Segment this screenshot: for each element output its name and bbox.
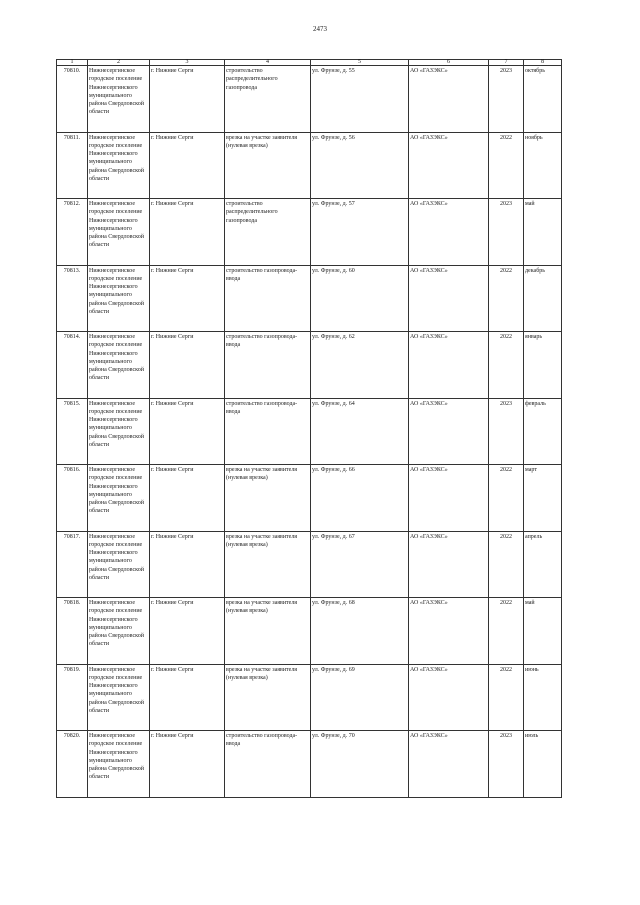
settlement-cell: г. Нижние Серги <box>150 132 225 199</box>
work-type-cell: строительство газопровода-ввода <box>225 731 311 798</box>
table-row <box>57 265 562 332</box>
month-cell: февраль <box>524 398 562 465</box>
year-cell: 2023 <box>489 66 524 133</box>
work-type-cell: врезка на участке заявителя (нулевая врезка) <box>225 132 311 199</box>
work-type-cell: строительство газопровода-ввода <box>225 398 311 465</box>
address-cell: ул. Фрунзе, д. 57 <box>311 199 409 266</box>
table-row <box>57 465 562 532</box>
column-header: 5 <box>311 60 409 66</box>
table-row <box>57 66 562 133</box>
organization-cell: АО «ГАЗЭКС» <box>409 132 489 199</box>
table-row <box>57 598 562 665</box>
month-cell: май <box>524 598 562 665</box>
settlement-cell: г. Нижние Серги <box>150 398 225 465</box>
settlement-cell: г. Нижние Серги <box>150 664 225 731</box>
address-cell: ул. Фрунзе, д. 56 <box>311 132 409 199</box>
address-cell: ул. Фрунзе, д. 60 <box>311 265 409 332</box>
municipality-cell: Нижнесергинское городское поселение Нижнесергинского муниципального района Свердловской области <box>88 66 150 133</box>
table-row <box>57 132 562 199</box>
entry-number: 70813. <box>57 265 88 332</box>
month-cell: ноябрь <box>524 132 562 199</box>
organization-cell: АО «ГАЗЭКС» <box>409 531 489 598</box>
column-header: 7 <box>489 60 524 66</box>
municipality-cell: Нижнесергинское городское поселение Нижнесергинского муниципального района Свердловской области <box>88 265 150 332</box>
month-cell: июль <box>524 731 562 798</box>
year-cell: 2023 <box>489 731 524 798</box>
entry-number: 70816. <box>57 465 88 532</box>
organization-cell: АО «ГАЗЭКС» <box>409 398 489 465</box>
municipality-cell: Нижнесергинское городское поселение Нижнесергинского муниципального района Свердловской области <box>88 598 150 665</box>
work-type-cell: строительство газопровода-ввода <box>225 332 311 399</box>
column-header: 2 <box>88 60 150 66</box>
year-cell: 2022 <box>489 332 524 399</box>
year-cell: 2022 <box>489 531 524 598</box>
year-cell: 2022 <box>489 598 524 665</box>
month-cell: октябрь <box>524 66 562 133</box>
work-type-cell: строительство распределительного газопровода <box>225 66 311 133</box>
organization-cell: АО «ГАЗЭКС» <box>409 265 489 332</box>
address-cell: ул. Фрунзе, д. 70 <box>311 731 409 798</box>
entry-number: 70819. <box>57 664 88 731</box>
entry-number: 70814. <box>57 332 88 399</box>
address-cell: ул. Фрунзе, д. 67 <box>311 531 409 598</box>
address-cell: ул. Фрунзе, д. 69 <box>311 664 409 731</box>
table-row <box>57 664 562 731</box>
settlement-cell: г. Нижние Серги <box>150 531 225 598</box>
settlement-cell: г. Нижние Серги <box>150 598 225 665</box>
settlement-cell: г. Нижние Серги <box>150 731 225 798</box>
month-cell: декабрь <box>524 265 562 332</box>
column-header: 8 <box>524 60 562 66</box>
work-type-cell: строительство распределительного газопровода <box>225 199 311 266</box>
table-row <box>57 398 562 465</box>
entry-number: 70810. <box>57 66 88 133</box>
entry-number: 70812. <box>57 199 88 266</box>
municipality-cell: Нижнесергинское городское поселение Нижнесергинского муниципального района Свердловской области <box>88 398 150 465</box>
settlement-cell: г. Нижние Серги <box>150 332 225 399</box>
entry-number: 70815. <box>57 398 88 465</box>
work-type-cell: строительство газопровода-ввода <box>225 265 311 332</box>
work-type-cell: врезка на участке заявителя (нулевая врезка) <box>225 598 311 665</box>
entry-number: 70820. <box>57 731 88 798</box>
organization-cell: АО «ГАЗЭКС» <box>409 332 489 399</box>
column-header: 1 <box>57 60 88 66</box>
organization-cell: АО «ГАЗЭКС» <box>409 199 489 266</box>
year-cell: 2022 <box>489 265 524 332</box>
entry-number: 70818. <box>57 598 88 665</box>
settlement-cell: г. Нижние Серги <box>150 66 225 133</box>
address-cell: ул. Фрунзе, д. 64 <box>311 398 409 465</box>
table-row <box>57 531 562 598</box>
organization-cell: АО «ГАЗЭКС» <box>409 664 489 731</box>
organization-cell: АО «ГАЗЭКС» <box>409 598 489 665</box>
year-cell: 2023 <box>489 199 524 266</box>
municipality-cell: Нижнесергинское городское поселение Нижнесергинского муниципального района Свердловской области <box>88 731 150 798</box>
column-header: 4 <box>225 60 311 66</box>
municipality-cell: Нижнесергинское городское поселение Нижнесергинского муниципального района Свердловской области <box>88 199 150 266</box>
work-type-cell: врезка на участке заявителя (нулевая врезка) <box>225 531 311 598</box>
table-row <box>57 332 562 399</box>
month-cell: май <box>524 199 562 266</box>
column-header: 3 <box>150 60 225 66</box>
settlement-cell: г. Нижние Серги <box>150 465 225 532</box>
entry-number: 70817. <box>57 531 88 598</box>
municipality-cell: Нижнесергинское городское поселение Нижнесергинского муниципального района Свердловской области <box>88 465 150 532</box>
municipality-cell: Нижнесергинское городское поселение Нижнесергинского муниципального района Свердловской области <box>88 664 150 731</box>
address-cell: ул. Фрунзе, д. 68 <box>311 598 409 665</box>
organization-cell: АО «ГАЗЭКС» <box>409 731 489 798</box>
month-cell: март <box>524 465 562 532</box>
column-header: 6 <box>409 60 489 66</box>
work-type-cell: врезка на участке заявителя (нулевая врезка) <box>225 664 311 731</box>
page-number: 2473 <box>313 25 327 33</box>
table-row <box>57 731 562 798</box>
municipality-cell: Нижнесергинское городское поселение Нижнесергинского муниципального района Свердловской области <box>88 332 150 399</box>
table-row <box>57 199 562 266</box>
year-cell: 2022 <box>489 132 524 199</box>
organization-cell: АО «ГАЗЭКС» <box>409 465 489 532</box>
address-cell: ул. Фрунзе, д. 55 <box>311 66 409 133</box>
settlement-cell: г. Нижние Серги <box>150 199 225 266</box>
year-cell: 2023 <box>489 398 524 465</box>
month-cell: июнь <box>524 664 562 731</box>
entry-number: 70811. <box>57 132 88 199</box>
organization-cell: АО «ГАЗЭКС» <box>409 66 489 133</box>
month-cell: апрель <box>524 531 562 598</box>
year-cell: 2022 <box>489 664 524 731</box>
settlement-cell: г. Нижние Серги <box>150 265 225 332</box>
month-cell: январь <box>524 332 562 399</box>
address-cell: ул. Фрунзе, д. 62 <box>311 332 409 399</box>
work-type-cell: врезка на участке заявителя (нулевая врезка) <box>225 465 311 532</box>
gasification-schedule-table <box>56 59 562 798</box>
municipality-cell: Нижнесергинское городское поселение Нижнесергинского муниципального района Свердловской области <box>88 531 150 598</box>
address-cell: ул. Фрунзе, д. 66 <box>311 465 409 532</box>
municipality-cell: Нижнесергинское городское поселение Нижнесергинского муниципального района Свердловской области <box>88 132 150 199</box>
year-cell: 2022 <box>489 465 524 532</box>
